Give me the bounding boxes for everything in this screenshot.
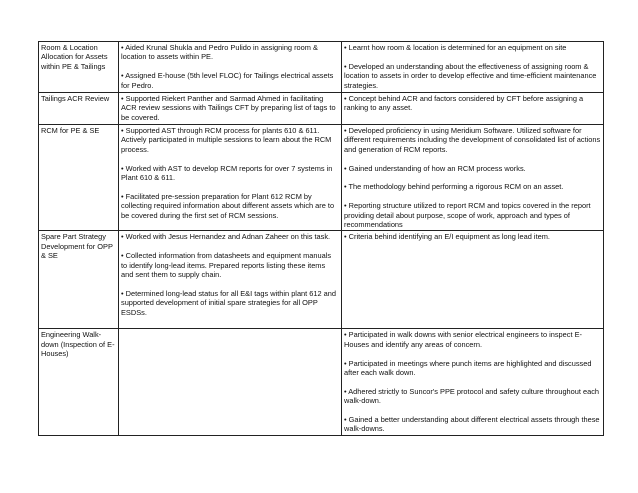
activities-table <box>38 41 604 436</box>
learning-text: • Developed proficiency in using Meridium Software. Utilized software for different requirements including the development of consolidated list of actions and generation of RCM reports. <box>344 126 601 154</box>
topic-cell <box>39 42 119 93</box>
topic-text: Engineering Walk-down (Inspection of E-Houses) <box>41 330 115 359</box>
activity-text: • Aided Krunal Shukla and Pedro Pulido in assigning room & location to assets within PE. <box>121 43 318 62</box>
activity-text: • Worked with Jesus Hernandez and Adnan Zaheer on this task. <box>121 232 331 242</box>
learnings-cell <box>342 42 604 93</box>
topic-cell <box>39 329 119 435</box>
topic-text: Tailings ACR Review <box>41 94 110 103</box>
activity-text: • Supported Riekert Panther and Sarmad Ahmed in facilitating ACR review sessions with Tailings CFT by preparing list of tags to be covered. <box>121 94 336 122</box>
learnings-cell <box>342 329 604 435</box>
activities-cell <box>119 329 342 435</box>
topic-cell <box>39 93 119 125</box>
learning-text: • Adhered strictly to Suncor's PPE protocol and safety culture throughout each walk-down. <box>344 386 600 406</box>
activities-cell <box>119 231 342 329</box>
activities-cell <box>119 42 342 93</box>
activity-text: • Determined long-lead status for all E&I tags within plant 612 and supported development of initial spare strategies for all OPP ESDSs. <box>121 288 336 317</box>
learnings-cell <box>342 125 604 231</box>
learning-text: • Criteria behind identifying an E/I equipment as long lead item. <box>344 232 550 242</box>
topic-text: RCM for PE & SE <box>41 126 100 135</box>
activities-cell <box>119 93 342 125</box>
activity-text: • Supported AST through RCM process for plants 610 & 611. Actively participated in multiple sessions to learn about the RCM process. <box>121 126 332 154</box>
learning-text: • Developed an understanding about the effectiveness of assigning room & location to assets in order to develop effective and time-efficient maintenance strategies. <box>344 61 597 90</box>
learning-text: • Learnt how room & location is determined for an equipment on site <box>344 43 567 52</box>
activity-text: • Assigned E-house (5th level FLOC) for Tailings electrical assets for Pedro. <box>121 71 334 90</box>
learnings-cell <box>342 231 604 329</box>
table-row <box>39 42 604 93</box>
activity-text: • Facilitated pre-session preparation for Plant 612 RCM by collecting required information about different assets which are to be covered during the first set of RCM sessions. <box>121 191 335 220</box>
learnings-cell <box>342 93 604 125</box>
topic-text: Spare Part Strategy Development for OPP & SE <box>41 232 113 261</box>
table-row <box>39 329 604 435</box>
topic-cell <box>39 231 119 329</box>
learning-text: • Gained understanding of how an RCM process works. <box>344 163 526 173</box>
table-row <box>39 93 604 125</box>
activity-text: • Worked with AST to develop RCM reports for over 7 systems in Plant 610 & 611. <box>121 163 333 183</box>
topic-text: Room & Location Allocation for Assets within PE & Tailings <box>41 43 108 71</box>
activities-cell <box>119 125 342 231</box>
learning-text: • The methodology behind performing a rigorous RCM on an asset. <box>344 182 564 192</box>
table-row <box>39 125 604 231</box>
topic-cell <box>39 125 119 231</box>
table-row <box>39 231 604 329</box>
learning-text: • Participated in walk downs with senior electrical engineers to inspect E-Houses and identify any areas of concern. <box>344 330 582 349</box>
learning-text: • Participated in meetings where punch items are highlighted and discussed after each walk down. <box>344 358 592 378</box>
activity-text: • Collected information from datasheets and equipment manuals to identify long-lead items. Prepared reports listing these items and sent them to supply chain. <box>121 251 332 280</box>
learning-text: • Concept behind ACR and factors considered by CFT before assigning a ranking to any asset. <box>344 94 584 113</box>
learning-text: • Reporting structure utilized to report RCM and topics covered in the report providing detail about purpose, scope of work, approach and types of recommendations <box>344 201 591 230</box>
learning-text: • Gained a better understanding about different electrical assets through these walk-downs. <box>344 415 600 434</box>
